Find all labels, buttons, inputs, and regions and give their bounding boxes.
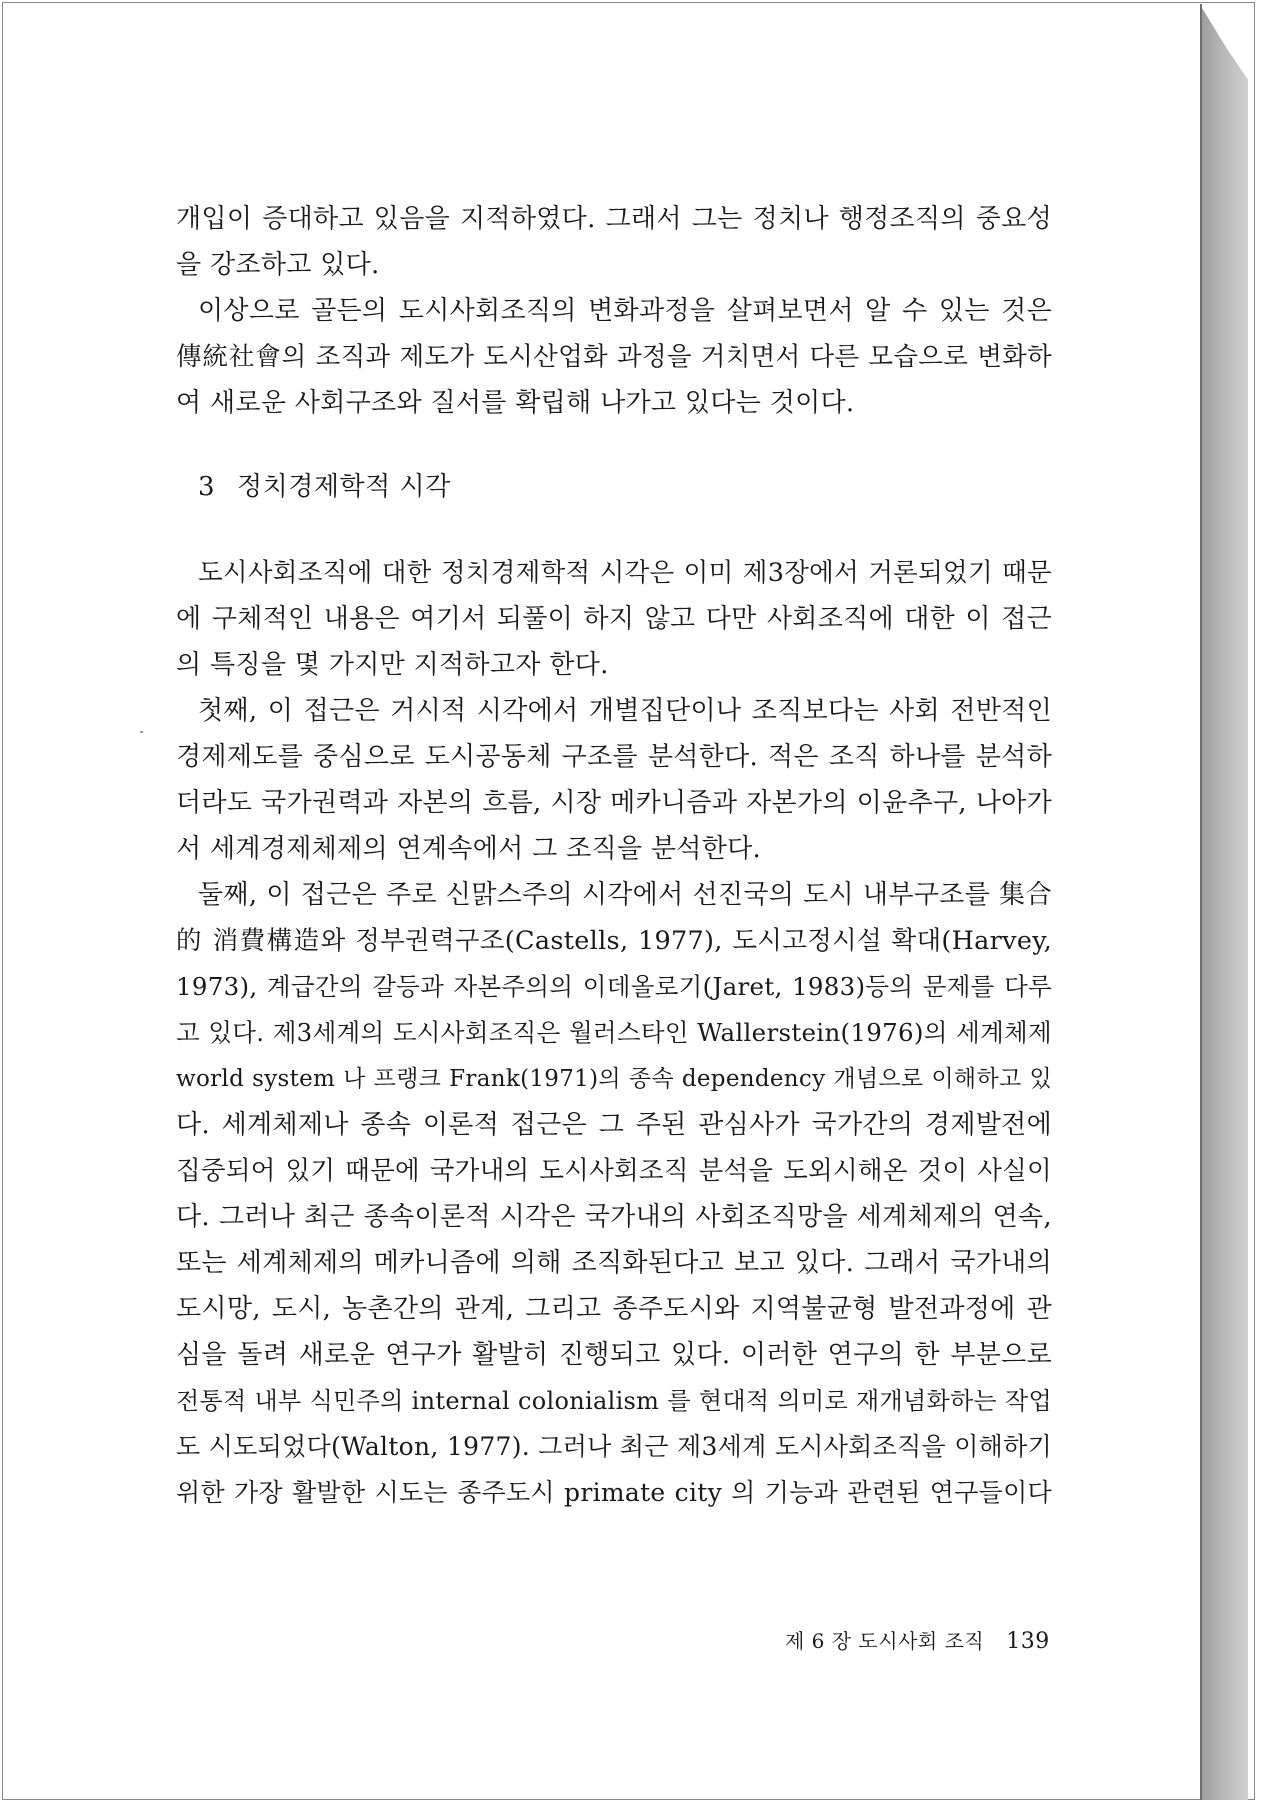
paragraph <box>176 872 1052 1516</box>
text-line: 도 시도되었다(Walton, 1977). 그러나 최근 제3세계 도시사회조직을 이해하기 <box>176 1432 1053 1461</box>
text-line: world system 나 프랭크 Frank(1971)의 종속 dependency 개념으로 이해하고 있 <box>176 1066 1052 1092</box>
text-line: 둘째, 이 접근은 주로 신맑스주의 시각에서 선진국의 도시 내부구조를 集合 <box>198 880 1052 910</box>
text-line: 또는 세계체제의 메카니즘에 의해 조직화된다고 보고 있다. 그래서 국가내의 <box>176 1248 1052 1278</box>
text-line: 도시망, 도시, 농촌간의 관계, 그리고 종주도시와 지역불균형 발전과정에 관 <box>176 1294 1052 1324</box>
text-line: 경제제도를 중심으로 도시공동체 구조를 분석한다. 적은 조직 하나를 분석하 <box>176 742 1052 772</box>
page-edge-shadow <box>1202 8 1248 1800</box>
paragraph <box>176 196 1052 288</box>
text-line: 여 새로운 사회구조와 질서를 확립해 나가고 있다는 것이다. <box>176 388 855 418</box>
text-line: 더라도 국가권력과 자본의 흐름, 시장 메카니즘과 자본가의 이윤추구, 나아가 <box>176 788 1052 818</box>
text-line: 고 있다. 제3세계의 도시사회조직은 월러스타인 Wallerstein(1976)의 세계체제 <box>176 1018 1052 1047</box>
text-line: 첫째, 이 접근은 거시적 시각에서 개별집단이나 조직보다는 사회 전반적인 <box>198 696 1052 726</box>
text-line: 에 구체적인 내용은 여기서 되풀이 하지 않고 다만 사회조직에 대한 이 접근 <box>176 604 1052 634</box>
page-body <box>176 196 1052 1516</box>
page-footer <box>785 1626 1050 1657</box>
text-line: 傳統社會의 조직과 제도가 도시산업화 과정을 거치면서 다른 모습으로 변화하 <box>176 342 1052 372</box>
text-line: 을 강조하고 있다. <box>176 250 380 280</box>
text-line: 위한 가장 활발한 시도는 종주도시 primate city 의 기능과 관련된 연구들이다 <box>176 1478 1052 1507</box>
text-line: 1973), 계급간의 갈등과 자본주의의 이데올로기(Jaret, 1983)등의 문제를 다루 <box>176 972 1052 1001</box>
scan-mark <box>140 731 143 733</box>
section-title: 정치경제학적 시각 <box>237 472 451 502</box>
text-line: 의 특징을 몇 가지만 지적하고자 한다. <box>176 650 609 680</box>
text-line: 심을 돌려 새로운 연구가 활발히 진행되고 있다. 이러한 연구의 한 부분으로 <box>176 1340 1052 1370</box>
paragraph <box>176 288 1052 426</box>
section-heading <box>198 464 1052 510</box>
text-line: 도시사회조직에 대한 정치경제학적 시각은 이미 제3장에서 거론되었기 때문 <box>198 558 1052 588</box>
text-line: 이상으로 골든의 도시사회조직의 변화과정을 살펴보면서 알 수 있는 것은 <box>198 296 1052 326</box>
text-line: 서 세계경제체제의 연계속에서 그 조직을 분석한다. <box>176 834 762 864</box>
text-line: 다. 그러나 최근 종속이론적 시각은 국가내의 사회조직망을 세계체제의 연속, <box>176 1202 1052 1232</box>
text-line: 개입이 증대하고 있음을 지적하였다. 그래서 그는 정치나 행정조직의 중요성 <box>176 204 1052 234</box>
section-number: 3 <box>198 472 216 502</box>
text-line: 다. 세계체제나 종속 이론적 접근은 그 주된 관심사가 국가간의 경제발전에 <box>176 1110 1052 1140</box>
paragraph <box>176 688 1052 872</box>
text-line: 집중되어 있기 때문에 국가내의 도시사회조직 분석을 도외시해온 것이 사실이 <box>176 1156 1052 1186</box>
page-edge-line <box>1200 4 1202 1800</box>
paragraph <box>176 550 1052 688</box>
page-number: 139 <box>1006 1629 1050 1654</box>
text-line: 전통적 내부 식민주의 internal colonialism 를 현대적 의미로 재개념화하는 작업 <box>176 1387 1052 1415</box>
text-line: 的 消費構造와 정부권력구조(Castells, 1977), 도시고정시설 확대(Harvey, <box>176 926 1052 956</box>
chapter-running-head: 제 6 장 도시사회 조직 <box>785 1629 985 1653</box>
